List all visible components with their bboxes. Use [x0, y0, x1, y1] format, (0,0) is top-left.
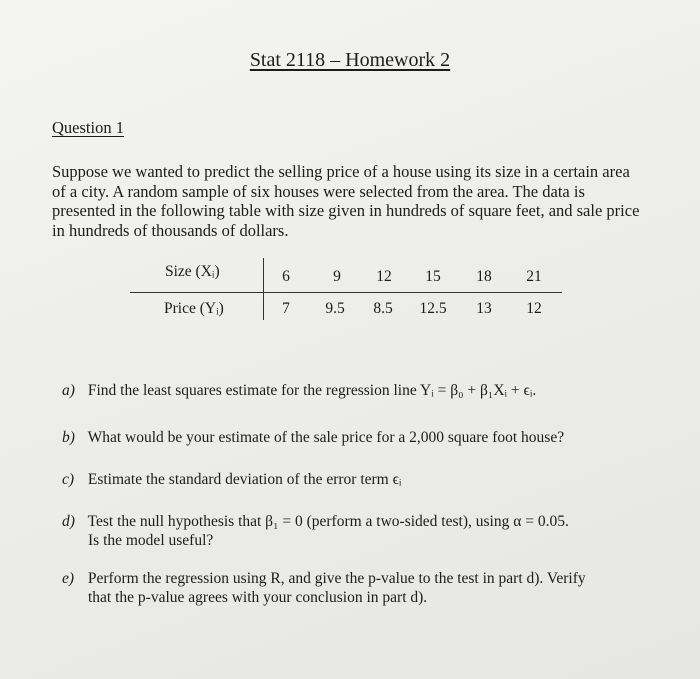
question-item-c: [62, 470, 642, 489]
table-cell-price: 7: [282, 300, 290, 317]
table-cell-size: 21: [526, 268, 542, 285]
table-cell-price: 12.5: [419, 300, 447, 317]
question-heading: Question 1: [52, 118, 124, 137]
table-cell-price: 12: [526, 300, 542, 317]
question-text: Estimate the standard deviation of the error term ϵᵢ: [87, 471, 402, 488]
table-cell-size: 9: [333, 268, 341, 285]
page-title: Stat 2118 – Homework 2: [249, 49, 451, 71]
question-text: Perform the regression using R, and give the p-value to the test in part d). Verify: [87, 570, 586, 587]
table-cell-size: 18: [476, 268, 492, 285]
table-cell-size: 6: [282, 268, 290, 285]
question-label: b): [62, 429, 75, 446]
question-label: e): [62, 570, 75, 587]
question-label: c): [62, 471, 75, 488]
table-row-label-price: Price (Yᵢ): [164, 300, 224, 317]
table-row-label-size: Size (Xᵢ): [165, 263, 220, 280]
question-item-a: [62, 381, 642, 400]
table-cell-size: 12: [376, 268, 392, 285]
question-item-d: [62, 512, 642, 550]
table-cell-size: 15: [425, 268, 441, 285]
question-item-b: [62, 428, 642, 447]
table-cell-price: 13: [476, 300, 492, 317]
intro-paragraph: Suppose we wanted to predict the selling price of a house using its size in a certain area of a city. A random sample of six houses were selected from the area. The data is presented in the following table with size given in hundreds of square feet, and sale price in hundreds of thousands of dollars.: [52, 162, 640, 240]
question-label: d): [62, 513, 75, 530]
question-item-e: [62, 569, 642, 607]
table-horizontal-rule: [130, 292, 562, 293]
question-text-continued: that the p-value agrees with your conclusion in part d).: [88, 589, 428, 606]
question-label: a): [62, 382, 75, 399]
table-cell-price: 8.5: [373, 300, 393, 317]
table-cell-price: 9.5: [325, 300, 345, 317]
question-text: Find the least squares estimate for the regression line Yᵢ = β₀ + β₁Xᵢ + ϵᵢ.: [87, 382, 537, 399]
table-vertical-divider: [263, 258, 264, 320]
question-text: Test the null hypothesis that β₁ = 0 (perform a two-sided test), using α = 0.05.: [87, 513, 569, 530]
question-text: What would be your estimate of the sale price for a 2,000 square foot house?: [87, 429, 565, 446]
question-text-continued: Is the model useful?: [88, 532, 214, 549]
